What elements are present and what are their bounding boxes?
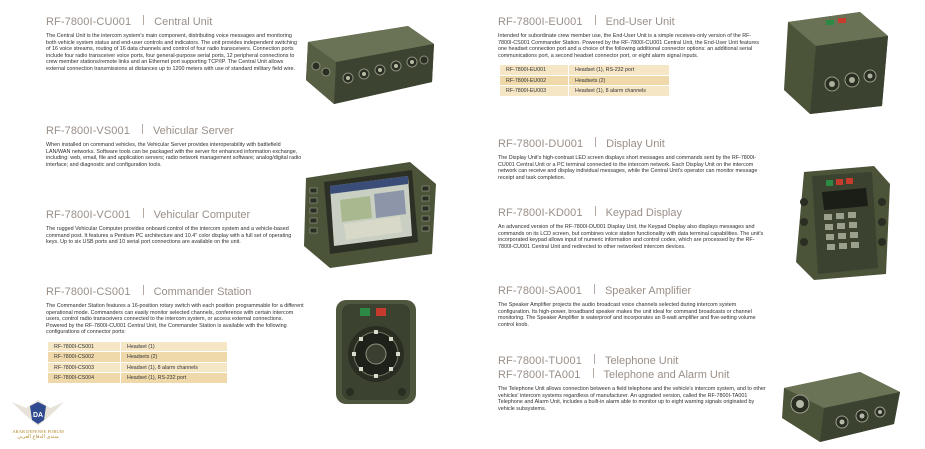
section-header: [498, 206, 766, 219]
section-header-secondary: [498, 368, 766, 381]
product-code: RF-7800I-SA001: [498, 285, 582, 297]
product-code: RF-7800I-VC001: [46, 209, 131, 221]
section-speaker-amplifier: [498, 284, 766, 328]
product-description: The Display Unit's high-contrast LED screen displays short messages and commands sent by the RF-7800I-CU001 Central Unit or a PC terminal connected to the intercom network. Each Display Unit on the intercom network can receive and display individual messages, while the Central Unit's operator can monitor message receipt and task completion.: [498, 155, 758, 181]
commander-station-image: [330, 296, 422, 408]
section-header: [498, 15, 766, 28]
config-desc: Headset (1), RS-232 port: [121, 373, 228, 383]
config-desc: Headset (1), 8 alarm channels: [121, 362, 228, 373]
section-keypad-display: [498, 206, 766, 250]
product-title: Display Unit: [606, 138, 665, 150]
end-user-unit-image: [776, 6, 896, 118]
section-header: [498, 284, 766, 297]
section-central-unit: [46, 15, 302, 73]
header-divider: [595, 15, 596, 25]
product-title: Telephone Unit: [604, 355, 679, 367]
section-header: [46, 285, 304, 298]
product-code: RF-7800I-CU001: [46, 16, 132, 28]
header-divider: [595, 206, 596, 216]
configuration-table: [500, 64, 669, 96]
product-description: The Central Unit is the intercom system's main component, distributing voice messages and monitoring both vehicle system status and end-user controls and indicators. The unit provides independent switching of 16 voice streams, routing of 16 data channels and control of four radio transceivers. Connection ports include four radio transceiver voice ports, four general-purpose serial ports, 12 peripheral connections to crew member stations/remote links and an Ethernet port supporting TCP/IP. The Central Unit allows external connection transmissions at distances up to 1200 meters with use of standard military field wire.: [46, 33, 298, 72]
section-header: [498, 137, 766, 150]
header-divider: [143, 285, 144, 295]
section-header: [498, 354, 766, 367]
logo-name: ARAB DEFENSE FORUM: [12, 429, 64, 434]
section-telephone-unit: [498, 354, 766, 412]
table-row: [48, 352, 227, 363]
product-code: RF-7800I-TU001: [498, 355, 582, 367]
product-code: RF-7800I-DU001: [498, 138, 584, 150]
telephone-unit-image: [776, 366, 906, 446]
header-divider: [594, 284, 595, 294]
config-desc: Headsets (2): [569, 75, 670, 86]
config-code: RF-7800I-CS003: [48, 362, 121, 373]
section-vehicular-server: [46, 124, 302, 168]
product-title: Keypad Display: [605, 207, 682, 219]
table-row: [500, 75, 669, 86]
product-description: The Telephone Unit allows connection between a field telephone and the vehicle's intercom system, and to other vehicles' intercom systems regardless of manufacturer. An upgraded version, called the RF-7800I-TA001 Telephone and Alarm Unit, includes a built-in alarm able to monitor up to eight warning signals originated by vehicle subsystems.: [498, 386, 766, 412]
product-title: Central Unit: [154, 16, 213, 28]
section-header: [46, 15, 302, 28]
product-code: RF-7800I-KD001: [498, 207, 583, 219]
config-desc: Headset (1), 8 alarm channels: [569, 86, 670, 96]
product-description: The Speaker Amplifier projects the audio broadcast voice channels selected during intercom system configuration. Its high-power, broadband speaker makes the unit ideal for command broadcasts or channel monitoring. The Speaker Amplifier is waterproof and incorporates an 8-watt amplifier and five-setting volume control knob.: [498, 302, 756, 328]
keypad-display-image: [790, 162, 894, 284]
config-code: RF-7800I-EU001: [500, 65, 569, 76]
section-vehicular-computer: [46, 208, 302, 246]
product-title: Commander Station: [153, 286, 252, 298]
central-unit-image: [300, 20, 440, 110]
vehicular-computer-image: [300, 158, 440, 270]
logo-arabic: منتدى الدفاع العربي: [17, 434, 59, 440]
table-row: [48, 373, 227, 383]
shield-icon: [8, 398, 68, 428]
header-divider: [594, 354, 595, 364]
product-code: RF-7800I-EU001: [498, 16, 583, 28]
product-title: Speaker Amplifier: [604, 285, 692, 297]
logo-abbr: DA: [32, 412, 44, 419]
header-divider: [143, 208, 144, 218]
product-description: The Commander Station features a 16-position rotary switch with each position programmable for a different operational mode. Commanders can easily monitor selected channels, conference with certain intercom users, control radio transceivers connected to the intercom system, or access external connections. Powered by the RF-7800I-CU001 Central Unit, the Commander Station is available with the following configurations of connector ports:: [46, 303, 304, 336]
config-desc: Headset (1): [121, 341, 228, 352]
product-description: The rugged Vehicular Computer provides onboard control of the intercom system and a vehicle-based command post. It features a Pentium PC architecture and 10.4" color display with a full set of operating keys. Up to six USB ports and 10 serial port connections are available on the unit.: [46, 226, 292, 246]
arab-defense-forum-watermark: [8, 398, 68, 446]
product-description: Intended for subordinate crew member use, the End-User Unit is a simple receives-only version of the RF-7800I-CS001 Commander Station. Powered by the RF-7800I-CU001 Central Unit, the End-User Unit features one headset connection port and a choice of the following additional connector options: an additional serial communications port, a second headset connector port, or eight alarm signal inputs.: [498, 33, 759, 59]
config-code: RF-7800I-EU002: [500, 75, 569, 86]
header-divider: [143, 15, 144, 25]
table-row: [500, 65, 669, 76]
table-row: [500, 86, 669, 96]
config-code: RF-7800I-CS002: [48, 352, 121, 363]
product-code: RF-7800I-CS001: [46, 286, 131, 298]
product-title: Telephone and Alarm Unit: [603, 369, 730, 381]
product-description: An advanced version of the RF-7800I-DU001 Display Unit, the Keypad Display also displays messages and commands on its LCD screen, but combines voice station functionality with data terminal capabilities. The unit's incorporated keypad allows input of numeric information and control codes, which are processed by the RF-7800I-CU001 Central Unit and redirected to other networked intercom devices.: [498, 224, 764, 250]
config-code: RF-7800I-EU003: [500, 86, 569, 96]
product-code: RF-7800I-TA001: [498, 369, 581, 381]
product-title: Vehicular Server: [152, 125, 234, 137]
section-header: [46, 208, 302, 221]
product-description: When installed on command vehicles, the Vehicular Server provides interoperability with battlefield LAN/WAN networks. Software tools can be packaged with the server for enhanced information exchange, including: web, email, file and application servers; radio network management software; analog/digital radio interface; and diagnostic and configuration tools.: [46, 142, 302, 168]
configuration-table: [48, 341, 227, 383]
section-display-unit: [498, 137, 766, 181]
config-desc: Headset (1), RS-232 port: [569, 65, 670, 76]
product-title: End-User Unit: [605, 16, 675, 28]
config-code: RF-7800I-CS004: [48, 373, 121, 383]
section-end-user-unit: [498, 15, 766, 96]
header-divider: [593, 368, 594, 378]
section-commander-station: [46, 285, 304, 383]
section-header: [46, 124, 302, 137]
header-divider: [142, 124, 143, 134]
config-desc: Headsets (2): [121, 352, 228, 363]
table-row: [48, 341, 227, 352]
config-code: RF-7800I-CS001: [48, 341, 121, 352]
product-code: RF-7800I-VS001: [46, 125, 130, 137]
product-title: Vehicular Computer: [153, 209, 251, 221]
header-divider: [595, 137, 596, 147]
table-row: [48, 362, 227, 373]
